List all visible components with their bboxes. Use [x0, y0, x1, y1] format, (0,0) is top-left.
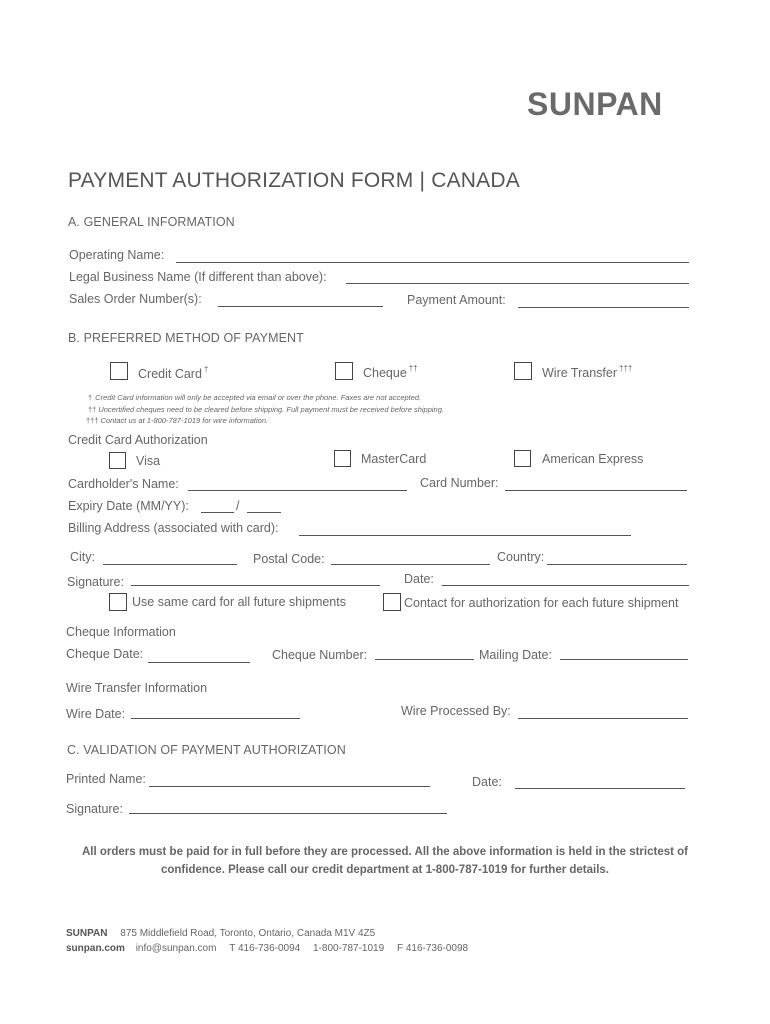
card-number-label: Card Number:	[420, 476, 499, 490]
footnote-credit-card: † Credit Card information will only be accepted via email or over the phone. Faxes are not accepted.	[88, 393, 422, 402]
cheque-option-label: Cheque ††	[363, 364, 418, 380]
expiry-month-field[interactable]	[201, 512, 234, 513]
wire-transfer-option-label: Wire Transfer †††	[542, 364, 633, 380]
section-c-heading: C. VALIDATION OF PAYMENT AUTHORIZATION	[67, 743, 346, 757]
validation-date-field[interactable]	[515, 788, 685, 789]
wire-processed-label: Wire Processed By:	[401, 704, 511, 718]
payment-amount-field[interactable]	[518, 307, 689, 308]
card-number-field[interactable]	[505, 490, 687, 491]
validation-signature-field[interactable]	[129, 813, 447, 814]
operating-name-label: Operating Name:	[69, 248, 165, 262]
credit-card-option-label: Credit Card †	[138, 365, 209, 381]
footer-contact-line	[66, 943, 468, 954]
footer-tollfree: 1-800-787-1019	[313, 943, 385, 954]
mailing-date-field[interactable]	[560, 659, 688, 660]
cardholder-field[interactable]	[188, 490, 407, 491]
footer-website[interactable]: sunpan.com	[66, 943, 125, 954]
expiry-separator: /	[236, 499, 240, 513]
cheque-date-label: Cheque Date:	[66, 647, 144, 661]
confidentiality-notice: All orders must be paid for in full before they are processed. All the above information is held in the strictest of confidence. Please call our credit department at 1-800-787-1019 for further details.	[82, 846, 688, 876]
country-field[interactable]	[547, 564, 687, 565]
printed-name-field[interactable]	[149, 786, 430, 787]
mailing-date-label: Mailing Date:	[479, 648, 552, 662]
cc-signature-field[interactable]	[131, 585, 380, 586]
validation-date-label: Date:	[472, 775, 502, 789]
cheque-number-label: Cheque Number:	[272, 648, 368, 662]
printed-name-label: Printed Name:	[66, 772, 146, 786]
billing-address-field[interactable]	[299, 535, 631, 536]
mastercard-checkbox[interactable]	[334, 450, 351, 467]
wire-date-label: Wire Date:	[66, 707, 126, 721]
legal-name-field[interactable]	[346, 283, 689, 284]
same-card-checkbox[interactable]	[109, 593, 127, 611]
postal-code-field[interactable]	[331, 564, 490, 565]
cheque-checkbox[interactable]	[335, 362, 353, 380]
sales-order-label: Sales Order Number(s):	[69, 292, 202, 306]
contact-auth-checkbox[interactable]	[383, 593, 401, 611]
billing-address-label: Billing Address (associated with card):	[68, 521, 279, 535]
footer-fax: F 416-736-0098	[396, 943, 469, 954]
footer-phone: T 416-736-0094	[229, 943, 301, 954]
city-label: City:	[70, 550, 95, 564]
amex-label: American Express	[542, 452, 644, 466]
country-label: Country:	[497, 550, 545, 564]
cc-date-field[interactable]	[442, 585, 689, 586]
company-logo: SUNPAN	[527, 86, 663, 122]
footer-address: 875 Middlefield Road, Toronto, Ontario, Canada M1V 4Z5	[120, 928, 376, 939]
cardholder-label: Cardholder's Name:	[68, 477, 179, 491]
form-title: PAYMENT AUTHORIZATION FORM | CANADA	[68, 169, 520, 192]
same-card-label: Use same card for all future shipments	[132, 595, 346, 609]
validation-signature-label: Signature:	[66, 802, 123, 816]
visa-label: Visa	[136, 454, 161, 468]
wire-transfer-checkbox[interactable]	[514, 362, 532, 380]
section-a-heading: A. GENERAL INFORMATION	[68, 215, 235, 229]
wire-date-field[interactable]	[131, 718, 300, 719]
section-b-heading: B. PREFERRED METHOD OF PAYMENT	[68, 331, 304, 345]
city-field[interactable]	[103, 564, 237, 565]
footnote-wire: ††† Contact us at 1-800-787-1019 for wire information.	[86, 416, 269, 425]
credit-card-checkbox[interactable]	[110, 362, 128, 380]
operating-name-field[interactable]	[176, 262, 689, 263]
expiry-year-field[interactable]	[247, 512, 281, 513]
footnote-cheque: †† Uncertified cheques need to be cleared before shipping. Full payment must be received before shipping.	[88, 405, 444, 414]
payment-amount-label: Payment Amount:	[407, 293, 506, 307]
cheque-date-field[interactable]	[148, 662, 250, 663]
footer-brand: SUNPAN	[66, 928, 108, 939]
amex-checkbox[interactable]	[514, 450, 531, 467]
footer-address-line	[66, 928, 375, 939]
footer-email[interactable]: info@sunpan.com	[135, 943, 217, 954]
cheque-number-field[interactable]	[375, 659, 474, 660]
postal-code-label: Postal Code:	[253, 552, 325, 566]
visa-checkbox[interactable]	[109, 452, 126, 469]
legal-name-label: Legal Business Name (If different than above):	[69, 270, 327, 284]
wire-heading: Wire Transfer Information	[66, 681, 208, 695]
cc-signature-label: Signature:	[67, 575, 124, 589]
sales-order-field[interactable]	[218, 306, 383, 307]
wire-processed-field[interactable]	[518, 718, 688, 719]
contact-auth-label: Contact for authorization for each future shipment	[404, 596, 679, 610]
cc-date-label: Date:	[404, 572, 434, 586]
cheque-heading: Cheque Information	[66, 625, 176, 639]
expiry-label: Expiry Date (MM/YY):	[68, 499, 189, 513]
credit-card-heading: Credit Card Authorization	[68, 433, 208, 447]
mastercard-label: MasterCard	[361, 452, 427, 466]
